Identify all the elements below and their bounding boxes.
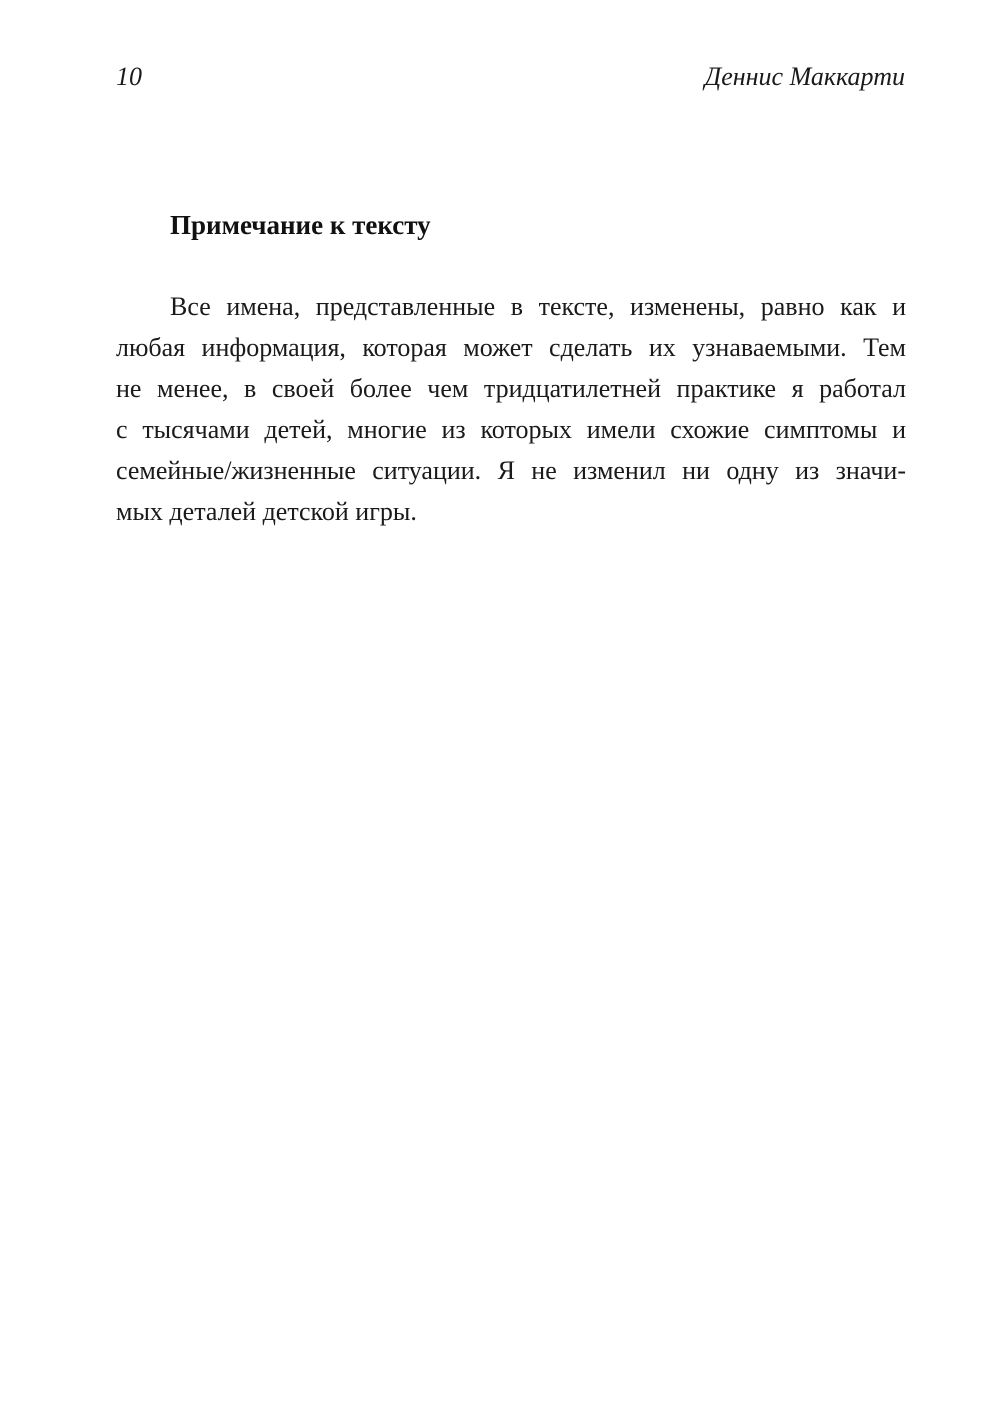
paragraph-line: с тысячами детей, многие из которых имели схожие симптомы и <box>116 415 906 444</box>
paragraph-line: не менее, в своей более чем тридцатилетней практике я работал <box>116 374 906 403</box>
running-header <box>116 62 905 96</box>
running-author: Деннис Маккарти <box>704 62 905 91</box>
page-number: 10 <box>116 62 142 91</box>
paragraph-line: любая информация, которая может сделать их узнаваемыми. Тем <box>116 333 906 362</box>
section-title: Примечание к тексту <box>170 210 431 240</box>
body-paragraph <box>116 286 906 532</box>
paragraph-line: Все имена, представленные в тексте, изменены, равно как и <box>170 292 906 321</box>
paragraph-line: мых деталей детской игры. <box>116 497 417 526</box>
paragraph-line: семейные/жизненные ситуации. Я не изменил ни одну из значи- <box>116 456 906 485</box>
